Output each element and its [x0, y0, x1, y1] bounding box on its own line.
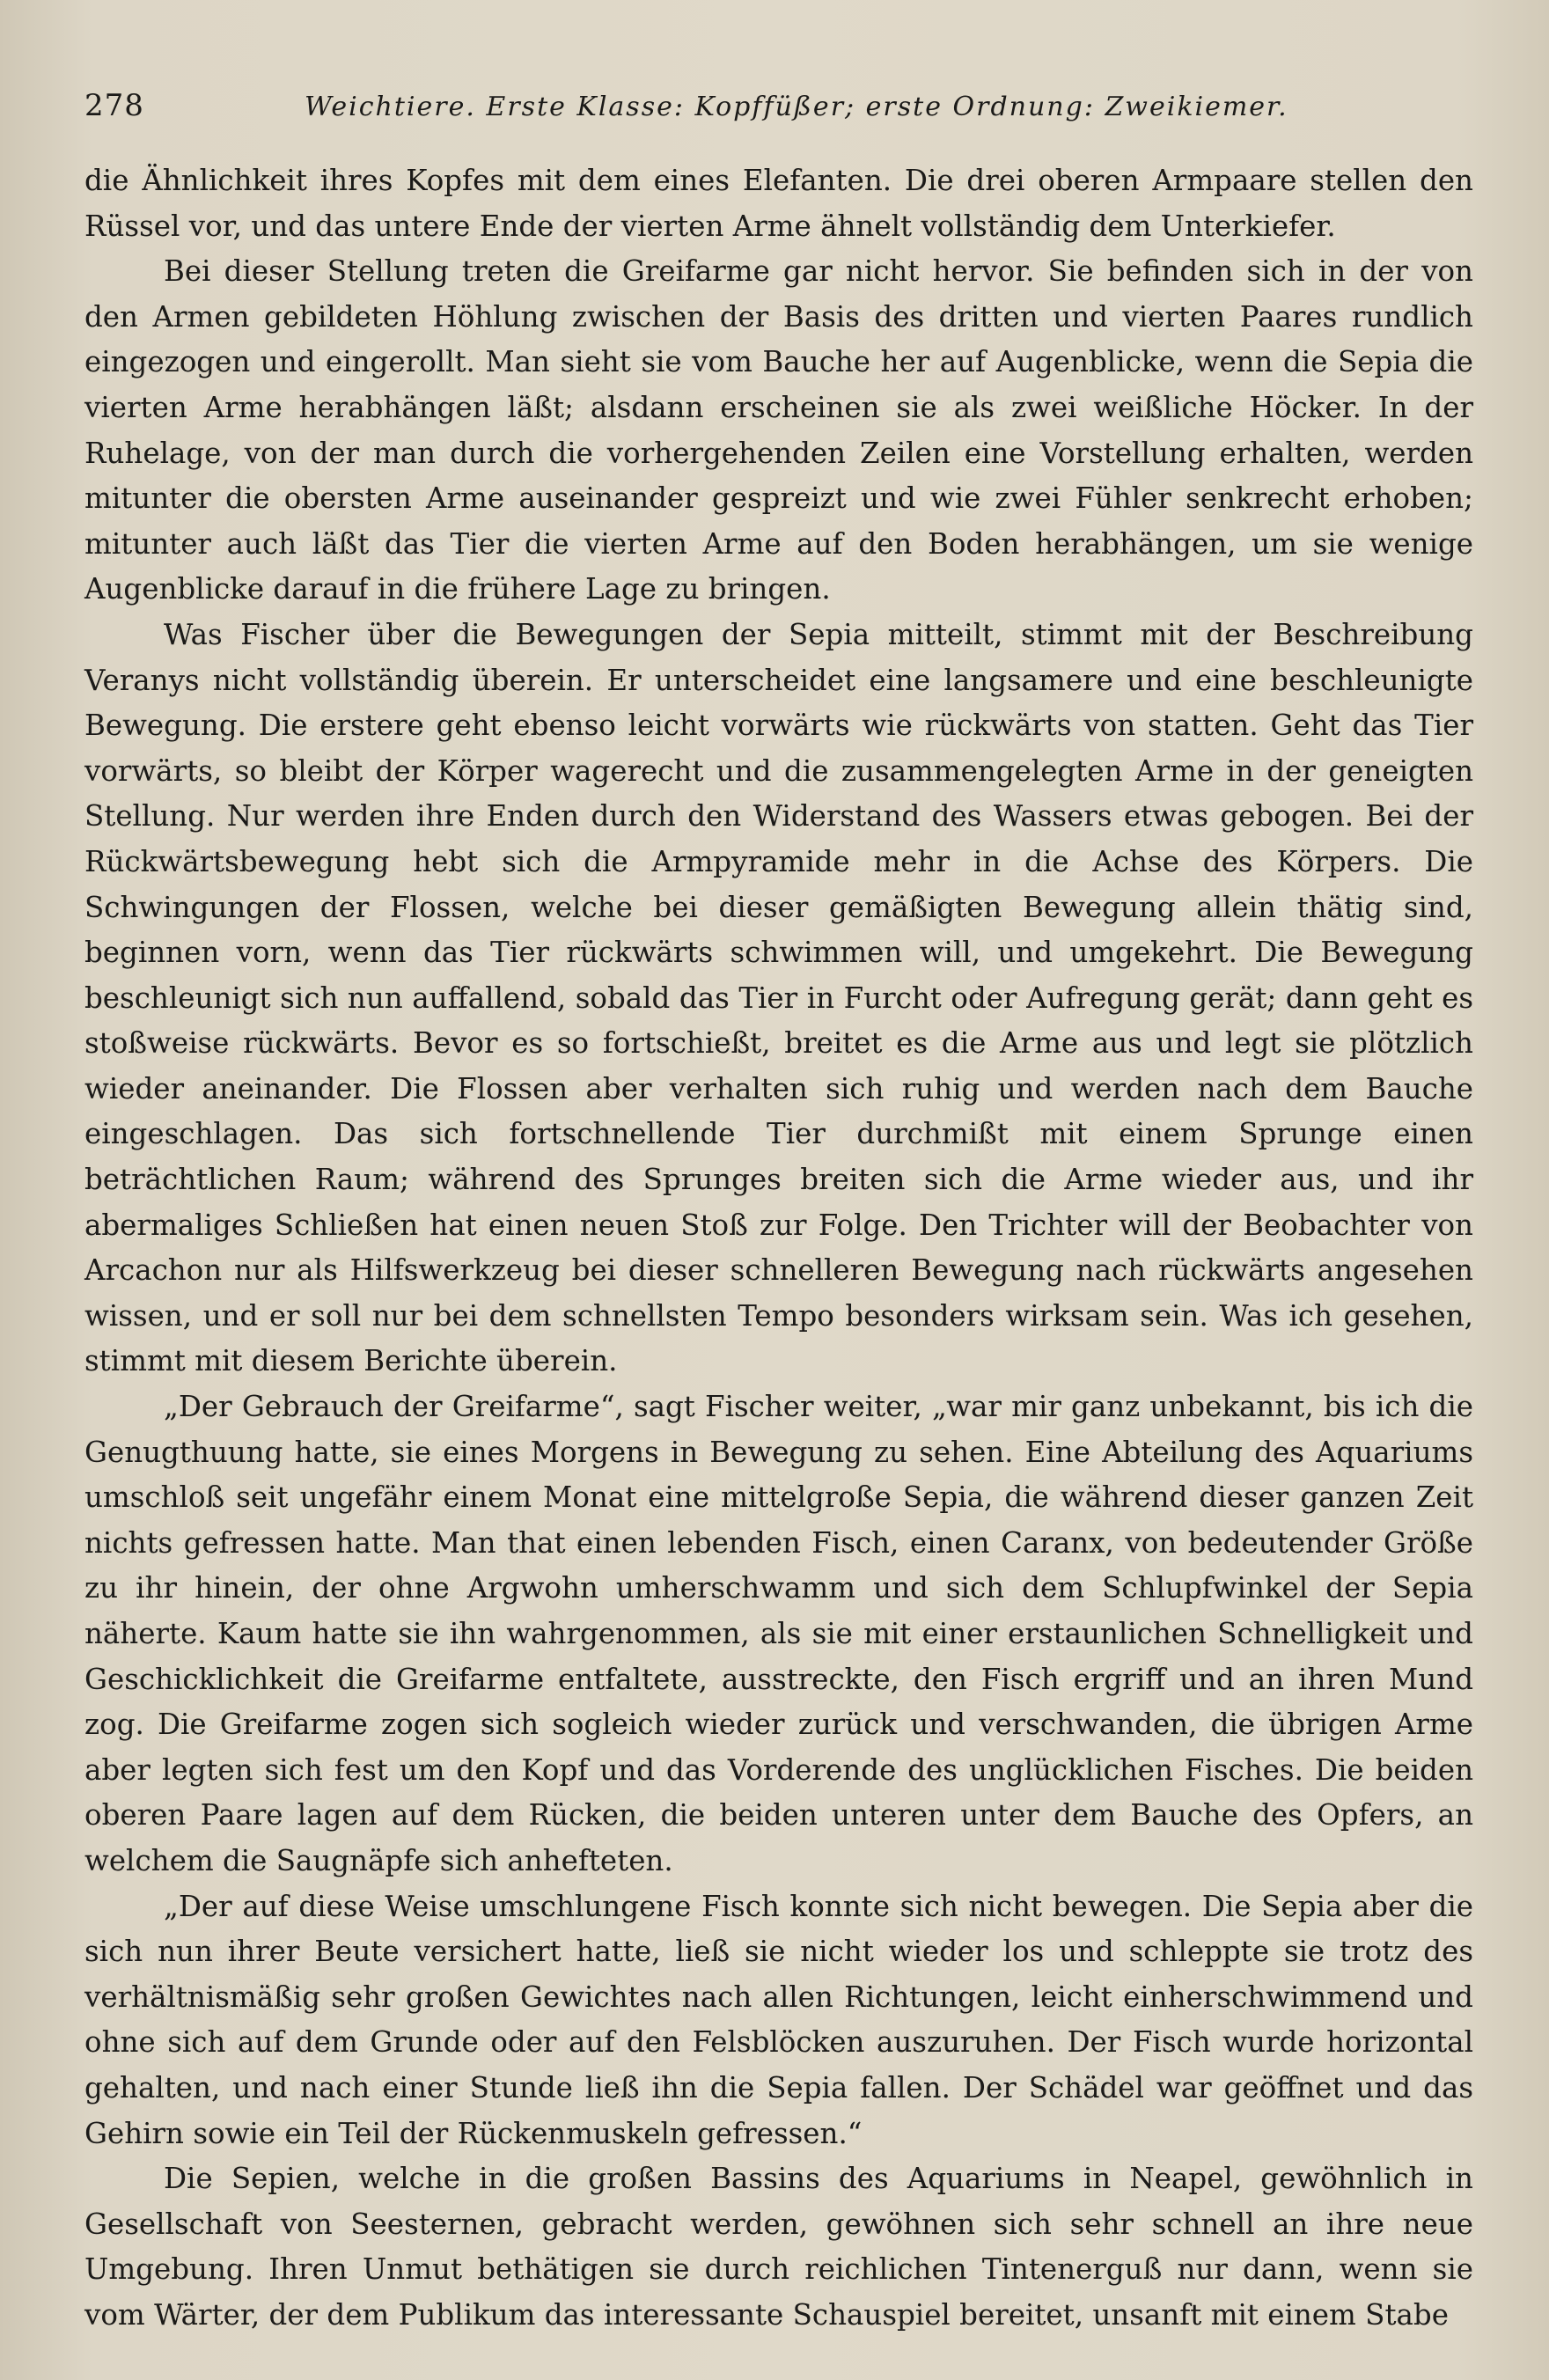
- running-head: Weichtiere. Erste Klasse: Kopffüßer; erste Ordnung: Zweikiemer.: [305, 92, 1288, 122]
- body-text: [84, 158, 1473, 2339]
- page-header: [84, 88, 1475, 141]
- paragraph: Die Sepien, welche in die großen Bassins des Aquariums in Neapel, gewöhnlich in Gesellschaft von Seesternen, gebracht werden, gewöhnen sich sehr schnell an ihre neue Umgebung. Ihren Unmut bethätigen sie durch reichlichen Tintenerguß nur dann, wenn sie vom Wärter, der dem Publikum das interessante Schauspiel bereitet, unsanft mit einem Stabe: [84, 2162, 1473, 2332]
- paragraph: die Ähnlichkeit ihres Kopfes mit dem eines Elefanten. Die drei oberen Armpaare stellen den Rüssel vor, und das untere Ende der vierten Arme ähnelt vollständig dem Unterkiefer.: [84, 164, 1473, 243]
- paragraph: Bei dieser Stellung treten die Greifarme gar nicht hervor. Sie befinden sich in der von den Armen gebildeten Höhlung zwischen der Basis des dritten und vierten Paares rundlich eingezogen und eingerollt. Man sieht sie vom Bauche her auf Augenblicke, wenn die Sepia die vierten Arme herabhängen läßt; alsdann erscheinen sie als zwei weißliche Höcker. In der Ruhelage, von der man durch die vorhergehenden Zeilen eine Vorstellung erhalten, werden mitunter die obersten Arme auseinander gespreizt und wie zwei Fühler senkrecht erhoben; mitunter auch läßt das Tier die vierten Arme auf den Boden herabhängen, um sie wenige Augenblicke darauf in die frühere Lage zu bringen.: [84, 254, 1473, 606]
- paragraph: Was Fischer über die Bewegungen der Sepia mitteilt, stimmt mit der Beschreibung Veranys nicht vollständig überein. Er unterscheidet eine langsamere und eine beschleunigte Bewegung. Die erstere geht ebenso leicht vorwärts wie rückwärts von statten. Geht das Tier vorwärts, so bleibt der Körper wagerecht und die zusammengelegten Arme in der geneigten Stellung. Nur werden ihre Enden durch den Widerstand des Wassers etwas gebogen. Bei der Rückwärtsbewegung hebt sich die Armpyramide mehr in die Achse des Körpers. Die Schwingungen der Flossen, welche bei dieser gemäßigten Bewegung allein thätig sind, beginnen vorn, wenn das Tier rückwärts schwimmen will, und umgekehrt. Die Bewegung beschleunigt sich nun auffallend, sobald das Tier in Furcht oder Aufregung gerät; dann geht es stoßweise rückwärts. Bevor es so fortschießt, breitet es die Arme aus und legt sie plötzlich wieder aneinander. Die Flossen aber verhalten sich ruhig und werden nach dem Bauche eingeschlagen. Das sich fortschnellende Tier durchmißt mit einem Sprunge einen beträchtlichen Raum; während des Sprunges breiten sich die Arme wieder aus, und ihr abermaliges Schließen hat einen neuen Stoß zur Folge. Den Trichter will der Beobachter von Arcachon nur als Hilfswerkzeug bei dieser schnelleren Bewegung nach rückwärts angesehen wissen, und er soll nur bei dem schnellsten Tempo besonders wirksam sein. Was ich gesehen, stimmt mit diesem Berichte überein.: [84, 617, 1473, 1378]
- paragraph: „Der Gebrauch der Greifarme“, sagt Fischer weiter, „war mir ganz unbekannt, bis ich die Genugthuung hatte, sie eines Morgens in Bewegung zu sehen. Eine Abteilung des Aquariums umschloß seit ungefähr einem Monat eine mittelgroße Sepia, die während dieser ganzen Zeit nichts gefressen hatte. Man that einen lebenden Fisch, einen Caranx, von bedeutender Größe zu ihr hinein, der ohne Argwohn umherschwamm und sich dem Schlupfwinkel der Sepia näherte. Kaum hatte sie ihn wahrgenommen, als sie mit einer erstaunlichen Schnelligkeit und Geschicklichkeit die Greifarme entfaltete, ausstreckte, den Fisch ergriff und an ihren Mund zog. Die Greifarme zogen sich sogleich wieder zurück und verschwanden, die übrigen Arme aber legten sich fest um den Kopf und das Vorderende des unglücklichen Fisches. Die beiden oberen Paare lagen auf dem Rücken, die beiden unteren unter dem Bauche des Opfers, an welchem die Saugnäpfe sich anhefteten.: [84, 1390, 1473, 1877]
- page-number: 278: [84, 88, 144, 123]
- paragraph: „Der auf diese Weise umschlungene Fisch konnte sich nicht bewegen. Die Sepia aber die sich nun ihrer Beute versichert hatte, ließ sie nicht wieder los und schleppte sie trotz des verhältnismäßig sehr großen Gewichtes nach allen Richtungen, leicht einherschwimmend und ohne sich auf dem Grunde oder auf den Felsblöcken auszuruhen. Der Fisch wurde horizontal gehalten, und nach einer Stunde ließ ihn die Sepia fallen. Der Schädel war geöffnet und das Gehirn sowie ein Teil der Rückenmuskeln gefressen.“: [84, 1889, 1473, 2150]
